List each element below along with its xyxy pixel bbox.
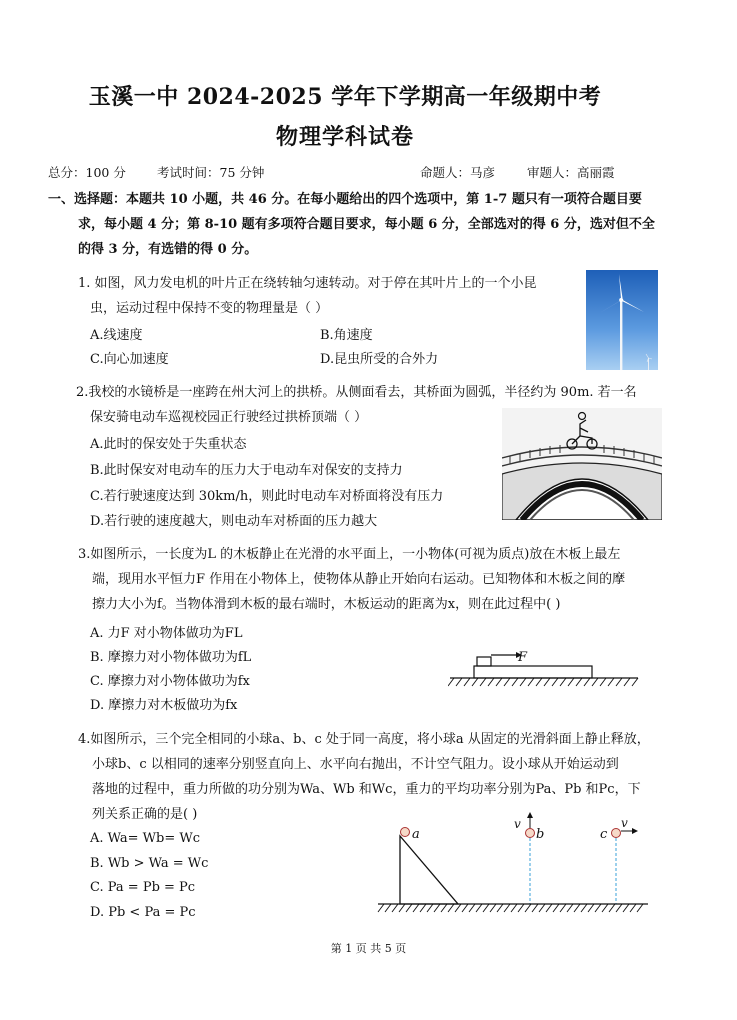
q1-stem-line-2: 虫，运动过程中保持不变的物理量是（ ） (90, 301, 329, 316)
q1-stem-line-1: 1. 如图，风力发电机的叶片正在绕转轴匀速转动。对于停在其叶片上的一个小昆 (78, 276, 537, 291)
q4-option-a: A. Wa= Wb= Wc (90, 831, 201, 846)
q4-option-b: B. Wb > Wa = Wc (90, 856, 209, 871)
velocity-b-label: v (514, 817, 521, 831)
plank-force-diagram (448, 638, 640, 690)
force-label: F (518, 650, 528, 665)
section-line-3: 的得 3 分，有选错的得 0 分。 (78, 242, 258, 257)
ball-b-label: b (536, 827, 545, 842)
q3-option-d: D. 摩擦力对木板做功为fx (90, 698, 238, 713)
q4-stem-line-4: 列关系正确的是( ) (92, 807, 198, 822)
q3-option-a: A. 力F 对小物体做功为FL (90, 626, 243, 641)
q3-stem-line-2: 端，现用水平恒力F 作用在小物体上，使物体从静止开始向右运动。已知物体和木板之间的摩 (92, 572, 626, 587)
ball-c-label: c (600, 827, 608, 842)
three-balls-diagram (376, 812, 650, 916)
q1-option-b: B.角速度 (320, 328, 373, 343)
q2-stem-line-2: 保安骑电动车巡视校园正行驶经过拱桥顶端（ ） (90, 410, 368, 425)
exam-subtitle: 物理学科试卷 (275, 124, 414, 150)
total-score: 总分：100 分 (48, 165, 126, 180)
q2-option-c: C.若行驶速度达到 30km/h，则此时电动车对桥面将没有压力 (90, 489, 444, 504)
exam-time: 考试时间：75 分钟 (157, 165, 265, 180)
author: 命题人：马彦 (420, 165, 496, 180)
q2-option-d: D.若行驶的速度越大，则电动车对桥面的压力越大 (90, 514, 378, 529)
section-line-2: 求，每小题 4 分；第 8-10 题有多项符合题目要求，每小题 6 分，全部选对的得 6 分，选对但不全 (78, 217, 655, 232)
q2-option-a: A.此时的保安处于失重状态 (90, 437, 247, 452)
q3-stem-line-1: 3.如图所示，一长度为L 的木板静止在光滑的水平面上，一小物体(可视为质点)放在木板上最左 (78, 547, 621, 562)
q2-stem-line-1: 2.我校的水镜桥是一座跨在州大河上的拱桥。从侧面看去，其桥面为圆弧，半径约为 90m. 若一名 (76, 385, 637, 400)
page-number: 第 1 页 共 5 页 (330, 942, 407, 955)
q4-stem-line-2: 小球b、c 以相同的速率分别竖直向上、水平向右抛出，不计空气阻力。设小球从开始运动到 (92, 757, 619, 772)
q2-option-b: B.此时保安对电动车的压力大于电动车对保安的支持力 (90, 463, 403, 478)
exam-title: 玉溪一中 2024-2025 学年下学期高一年级期中考 (88, 84, 602, 110)
q3-option-c: C. 摩擦力对小物体做功为fx (90, 674, 250, 689)
q4-option-c: C. Pa = Pb = Pc (90, 880, 196, 895)
q1-option-c: C.向心加速度 (90, 352, 169, 367)
reviewer: 审题人：高丽霞 (527, 165, 615, 180)
q4-option-d: D. Pb < Pa = Pc (90, 905, 196, 920)
q3-option-b: B. 摩擦力对小物体做功为fL (90, 650, 252, 665)
q4-stem-line-3: 落地的过程中，重力所做的功分别为Wa、Wb 和Wc，重力的平均功率分别为Pa、Pb 和Pc，下 (92, 782, 641, 797)
q3-stem-line-3: 擦力大小为f。当物体滑到木板的最右端时，木板运动的距离为x，则在此过程中( ) (92, 597, 561, 612)
q4-stem-line-1: 4.如图所示，三个完全相同的小球a、b、c 处于同一高度，将小球a 从固定的光滑斜面上静止释放， (78, 732, 650, 747)
section-line-1: 一、选择题：本题共 10 小题，共 46 分。在每小题给出的四个选项中，第 1-7 题只有一项符合题目要 (48, 192, 642, 207)
section-instructions (48, 187, 678, 262)
velocity-c-label: v (621, 816, 628, 830)
arch-bridge-illustration (502, 408, 662, 520)
ball-a-label: a (412, 827, 420, 842)
q1-option-d: D.昆虫所受的合外力 (320, 352, 439, 367)
q1-option-a: A.线速度 (90, 328, 143, 343)
wind-turbine-photo (586, 270, 658, 370)
